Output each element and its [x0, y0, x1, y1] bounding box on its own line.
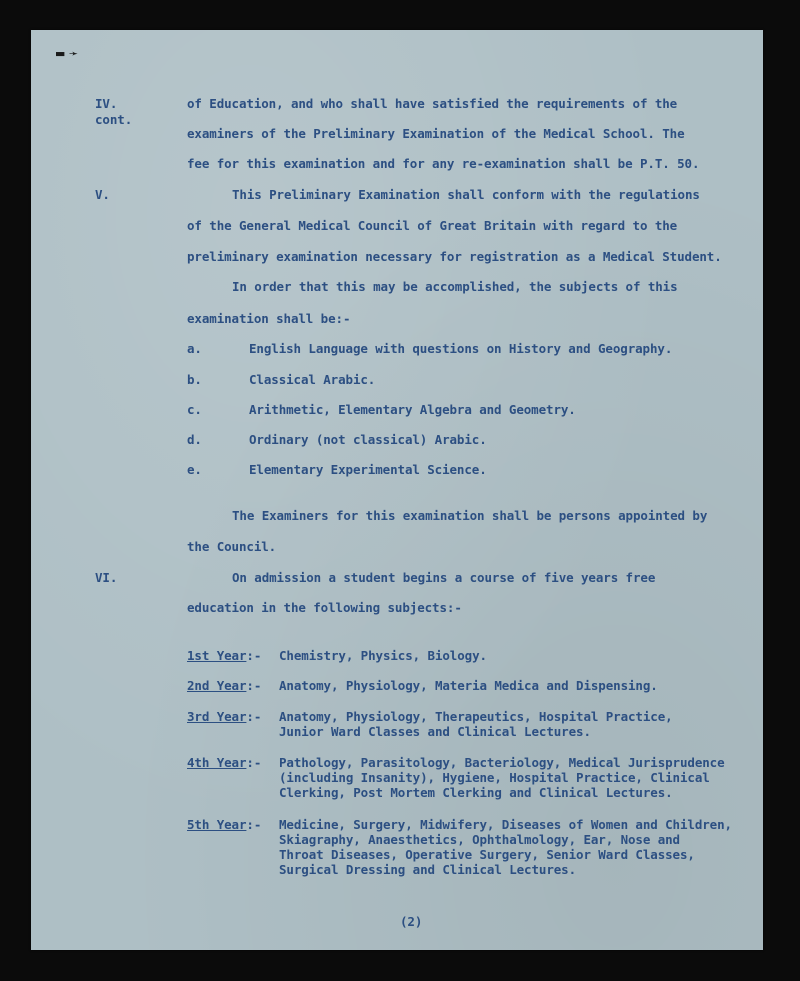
subject-letter-a: a. [187, 341, 202, 356]
para-v-line-3: preliminary examination necessary for registration as a Medical Student. [187, 249, 722, 264]
document-page [31, 30, 763, 950]
year-label-1: 1st Year:- [187, 648, 262, 663]
year-3-line-2: Junior Ward Classes and Clinical Lectures. [279, 724, 591, 739]
subject-text-a: English Language with questions on History and Geography. [249, 341, 673, 356]
year-3-line-1: Anatomy, Physiology, Therapeutics, Hospital Practice, [279, 709, 673, 724]
year-5-line-3: Throat Diseases, Operative Surgery, Senior Ward Classes, [279, 847, 695, 862]
subject-text-d: Ordinary (not classical) Arabic. [249, 432, 487, 447]
year-4-line-3: Clerking, Post Mortem Clerking and Clinical Lectures. [279, 785, 673, 800]
para-iv-line-2: examiners of the Preliminary Examination of the Medical School. The [187, 126, 685, 141]
para-v-line-2: of the General Medical Council of Great Britain with regard to the [187, 218, 678, 233]
corner-mark: ▬ ➛ [55, 47, 79, 60]
para-v2-line-2: examination shall be:- [187, 311, 351, 326]
year-5-line-1: Medicine, Surgery, Midwifery, Diseases of Women and Children, [279, 817, 732, 832]
year-5-line-4: Surgical Dressing and Clinical Lectures. [279, 862, 577, 877]
section-v-label: V. [95, 187, 110, 202]
year-label-2: 2nd Year:- [187, 678, 262, 693]
subject-letter-d: d. [187, 432, 202, 447]
subject-letter-c: c. [187, 402, 202, 417]
para-vi-line-1: On admission a student begins a course of five years free [232, 570, 656, 585]
para-examiners-line-1: The Examiners for this examination shall be persons appointed by [232, 508, 708, 523]
subject-text-e: Elementary Experimental Science. [249, 462, 487, 477]
year-4-line-2: (including Insanity), Hygiene, Hospital Practice, Clinical [279, 770, 710, 785]
page-number: (2) [400, 914, 423, 929]
para-iv-line-1: of Education, and who shall have satisfied the requirements of the [187, 96, 678, 111]
para-iv-line-3: fee for this examination and for any re-examination shall be P.T. 50. [187, 156, 700, 171]
subject-letter-b: b. [187, 372, 202, 387]
section-iv-cont-label: cont. [95, 112, 133, 127]
year-1-line-1: Chemistry, Physics, Biology. [279, 648, 487, 663]
year-2-line-1: Anatomy, Physiology, Materia Medica and Dispensing. [279, 678, 658, 693]
year-label-4: 4th Year:- [187, 755, 262, 770]
year-5-line-2: Skiagraphy, Anaesthetics, Ophthalmology, Ear, Nose and [279, 832, 680, 847]
section-vi-label: VI. [95, 570, 118, 585]
year-label-3: 3rd Year:- [187, 709, 262, 724]
section-iv-label: IV. [95, 96, 118, 111]
para-v2-line-1: In order that this may be accomplished, the subjects of this [232, 279, 678, 294]
para-vi-line-2: education in the following subjects:- [187, 600, 462, 615]
para-examiners-line-2: the Council. [187, 539, 277, 554]
para-v-line-1: This Preliminary Examination shall conform with the regulations [232, 187, 700, 202]
subject-text-c: Arithmetic, Elementary Algebra and Geometry. [249, 402, 576, 417]
year-label-5: 5th Year:- [187, 817, 262, 832]
subject-letter-e: e. [187, 462, 202, 477]
year-4-line-1: Pathology, Parasitology, Bacteriology, Medical Jurisprudence [279, 755, 725, 770]
subject-text-b: Classical Arabic. [249, 372, 376, 387]
